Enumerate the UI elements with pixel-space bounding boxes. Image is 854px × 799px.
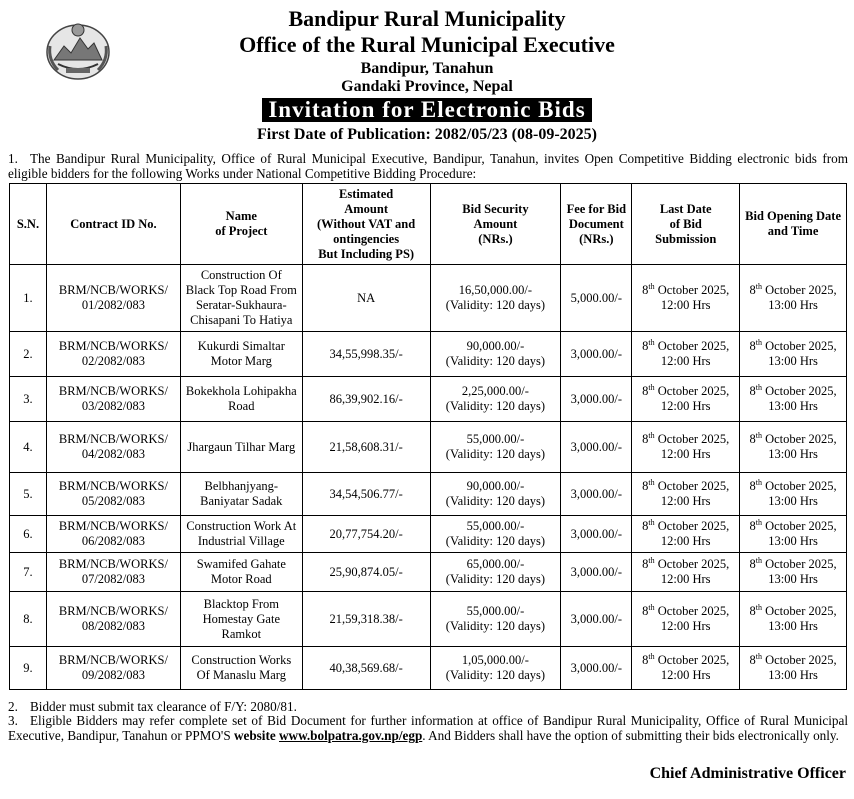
table-row <box>10 377 847 422</box>
note-3-text-after: . And Bidders shall have the option of submitting their bids electronically only. <box>422 728 839 743</box>
header-contract-id: Contract ID No. <box>46 184 180 265</box>
table-row <box>10 592 847 647</box>
cell-project-name: Construction Work At Industrial Village <box>180 516 302 553</box>
cell-project-name: Belbhanjyang- Baniyatar Sadak <box>180 473 302 516</box>
cell-estimated-amount: 34,55,998.35/- <box>302 332 430 377</box>
cell-estimated-amount: NA <box>302 265 430 332</box>
cell-contract-id: BRM/NCB/WORKS/ 05/2082/083 <box>46 473 180 516</box>
cell-estimated-amount: 34,54,506.77/- <box>302 473 430 516</box>
note-2-text: Bidder must submit tax clearance of F/Y: 2080/81. <box>30 699 297 714</box>
cell-last-date: 8th October 2025, 12:00 Hrs <box>632 553 740 592</box>
table-row <box>10 265 847 332</box>
cell-last-date: 8th October 2025, 12:00 Hrs <box>632 473 740 516</box>
note-3-text-before: Eligible Bidders may refer complete set of Bid Document for further information at office of Bandipur Rural Municipality, Office of Rural Municipal Executive, Bandipur, Tanahun or PPMO'S <box>8 713 848 743</box>
website-label: website <box>233 728 276 743</box>
note-2-number: 2. <box>8 699 18 714</box>
cell-document-fee: 5,000.00/- <box>561 265 632 332</box>
cell-estimated-amount: 86,39,902.16/- <box>302 377 430 422</box>
cell-bid-security: 90,000.00/- (Validity: 120 days) <box>430 473 561 516</box>
table-row <box>10 473 847 516</box>
header-sn: S.N. <box>10 184 47 265</box>
cell-sn: 4. <box>10 422 47 473</box>
cell-sn: 1. <box>10 265 47 332</box>
note-bid-document <box>8 713 848 743</box>
cell-project-name: Swamifed Gahate Motor Road <box>180 553 302 592</box>
bid-table <box>9 183 847 690</box>
cell-project-name: Bokekhola Lohipakha Road <box>180 377 302 422</box>
cell-contract-id: BRM/NCB/WORKS/ 03/2082/083 <box>46 377 180 422</box>
cell-last-date: 8th October 2025, 12:00 Hrs <box>632 647 740 690</box>
cell-sn: 5. <box>10 473 47 516</box>
table-header-row <box>10 184 847 265</box>
cell-project-name: Kukurdi Simaltar Motor Marg <box>180 332 302 377</box>
intro-paragraph <box>8 151 848 181</box>
table-row <box>10 332 847 377</box>
province-country: Gandaki Province, Nepal <box>341 78 513 95</box>
table-row <box>10 516 847 553</box>
cell-last-date: 8th October 2025, 12:00 Hrs <box>632 265 740 332</box>
table-row <box>10 422 847 473</box>
cell-estimated-amount: 25,90,874.05/- <box>302 553 430 592</box>
cell-contract-id: BRM/NCB/WORKS/ 01/2082/083 <box>46 265 180 332</box>
office-location: Bandipur, Tanahun <box>360 60 494 77</box>
cell-bid-security: 65,000.00/- (Validity: 120 days) <box>430 553 561 592</box>
cell-estimated-amount: 21,58,608.31/- <box>302 422 430 473</box>
cell-last-date: 8th October 2025, 12:00 Hrs <box>632 377 740 422</box>
header-estimated-amount: Estimated Amount (Without VAT and ontingencies But Including PS) <box>302 184 430 265</box>
header-opening-date: Bid Opening Date and Time <box>740 184 847 265</box>
cell-last-date: 8th October 2025, 12:00 Hrs <box>632 422 740 473</box>
signature-title: Chief Administrative Officer <box>649 765 846 782</box>
office-name: Office of the Rural Municipal Executive <box>239 32 615 57</box>
header-document-fee: Fee for Bid Document (NRs.) <box>561 184 632 265</box>
cell-sn: 6. <box>10 516 47 553</box>
cell-document-fee: 3,000.00/- <box>561 332 632 377</box>
intro-number: 1. <box>8 151 18 166</box>
cell-last-date: 8th October 2025, 12:00 Hrs <box>632 516 740 553</box>
cell-bid-security: 90,000.00/- (Validity: 120 days) <box>430 332 561 377</box>
publication-date: First Date of Publication: 2082/05/23 (08-09-2025) <box>257 126 597 143</box>
cell-opening-date: 8th October 2025, 13:00 Hrs <box>740 332 847 377</box>
cell-opening-date: 8th October 2025, 13:00 Hrs <box>740 265 847 332</box>
cell-project-name: Construction Works Of Manaslu Marg <box>180 647 302 690</box>
cell-document-fee: 3,000.00/- <box>561 647 632 690</box>
cell-contract-id: BRM/NCB/WORKS/ 08/2082/083 <box>46 592 180 647</box>
cell-document-fee: 3,000.00/- <box>561 473 632 516</box>
notice-header <box>0 6 854 144</box>
cell-project-name: Jhargaun Tilhar Marg <box>180 422 302 473</box>
cell-document-fee: 3,000.00/- <box>561 553 632 592</box>
notice-title: Invitation for Electronic Bids <box>262 98 591 122</box>
cell-contract-id: BRM/NCB/WORKS/ 06/2082/083 <box>46 516 180 553</box>
intro-text: The Bandipur Rural Municipality, Office of Rural Municipal Executive, Bandipur, Tanahun, invites Open Competitive Bidding electronic bids from eligible bidders for the following Works under National Competitive Bidding Procedure: <box>8 151 848 181</box>
cell-sn: 9. <box>10 647 47 690</box>
note-tax-clearance <box>8 699 848 714</box>
cell-bid-security: 16,50,000.00/- (Validity: 120 days) <box>430 265 561 332</box>
cell-last-date: 8th October 2025, 12:00 Hrs <box>632 332 740 377</box>
cell-document-fee: 3,000.00/- <box>561 592 632 647</box>
cell-sn: 8. <box>10 592 47 647</box>
note-3-number: 3. <box>8 713 18 728</box>
cell-bid-security: 2,25,000.00/- (Validity: 120 days) <box>430 377 561 422</box>
cell-contract-id: BRM/NCB/WORKS/ 04/2082/083 <box>46 422 180 473</box>
table-row <box>10 553 847 592</box>
cell-bid-security: 55,000.00/- (Validity: 120 days) <box>430 516 561 553</box>
cell-opening-date: 8th October 2025, 13:00 Hrs <box>740 647 847 690</box>
municipality-name: Bandipur Rural Municipality <box>288 6 566 31</box>
cell-opening-date: 8th October 2025, 13:00 Hrs <box>740 592 847 647</box>
cell-document-fee: 3,000.00/- <box>561 422 632 473</box>
cell-sn: 2. <box>10 332 47 377</box>
cell-project-name: Construction Of Black Top Road From Seratar-Sukhaura- Chisapani To Hatiya <box>180 265 302 332</box>
cell-contract-id: BRM/NCB/WORKS/ 02/2082/083 <box>46 332 180 377</box>
cell-estimated-amount: 20,77,754.20/- <box>302 516 430 553</box>
cell-opening-date: 8th October 2025, 13:00 Hrs <box>740 377 847 422</box>
cell-sn: 3. <box>10 377 47 422</box>
header-last-date: Last Date of Bid Submission <box>632 184 740 265</box>
table-row <box>10 647 847 690</box>
cell-opening-date: 8th October 2025, 13:00 Hrs <box>740 516 847 553</box>
cell-opening-date: 8th October 2025, 13:00 Hrs <box>740 473 847 516</box>
header-project-name: Name of Project <box>180 184 302 265</box>
cell-contract-id: BRM/NCB/WORKS/ 09/2082/083 <box>46 647 180 690</box>
cell-document-fee: 3,000.00/- <box>561 377 632 422</box>
cell-last-date: 8th October 2025, 12:00 Hrs <box>632 592 740 647</box>
cell-bid-security: 55,000.00/- (Validity: 120 days) <box>430 592 561 647</box>
cell-contract-id: BRM/NCB/WORKS/ 07/2082/083 <box>46 553 180 592</box>
cell-project-name: Blacktop From Homestay Gate Ramkot <box>180 592 302 647</box>
cell-sn: 7. <box>10 553 47 592</box>
cell-opening-date: 8th October 2025, 13:00 Hrs <box>740 422 847 473</box>
cell-estimated-amount: 40,38,569.68/- <box>302 647 430 690</box>
bolpatra-link[interactable]: www.bolpatra.gov.np/egp <box>279 728 423 743</box>
cell-opening-date: 8th October 2025, 13:00 Hrs <box>740 553 847 592</box>
header-bid-security: Bid Security Amount (NRs.) <box>430 184 561 265</box>
cell-bid-security: 1,05,000.00/- (Validity: 120 days) <box>430 647 561 690</box>
cell-document-fee: 3,000.00/- <box>561 516 632 553</box>
cell-estimated-amount: 21,59,318.38/- <box>302 592 430 647</box>
cell-bid-security: 55,000.00/- (Validity: 120 days) <box>430 422 561 473</box>
